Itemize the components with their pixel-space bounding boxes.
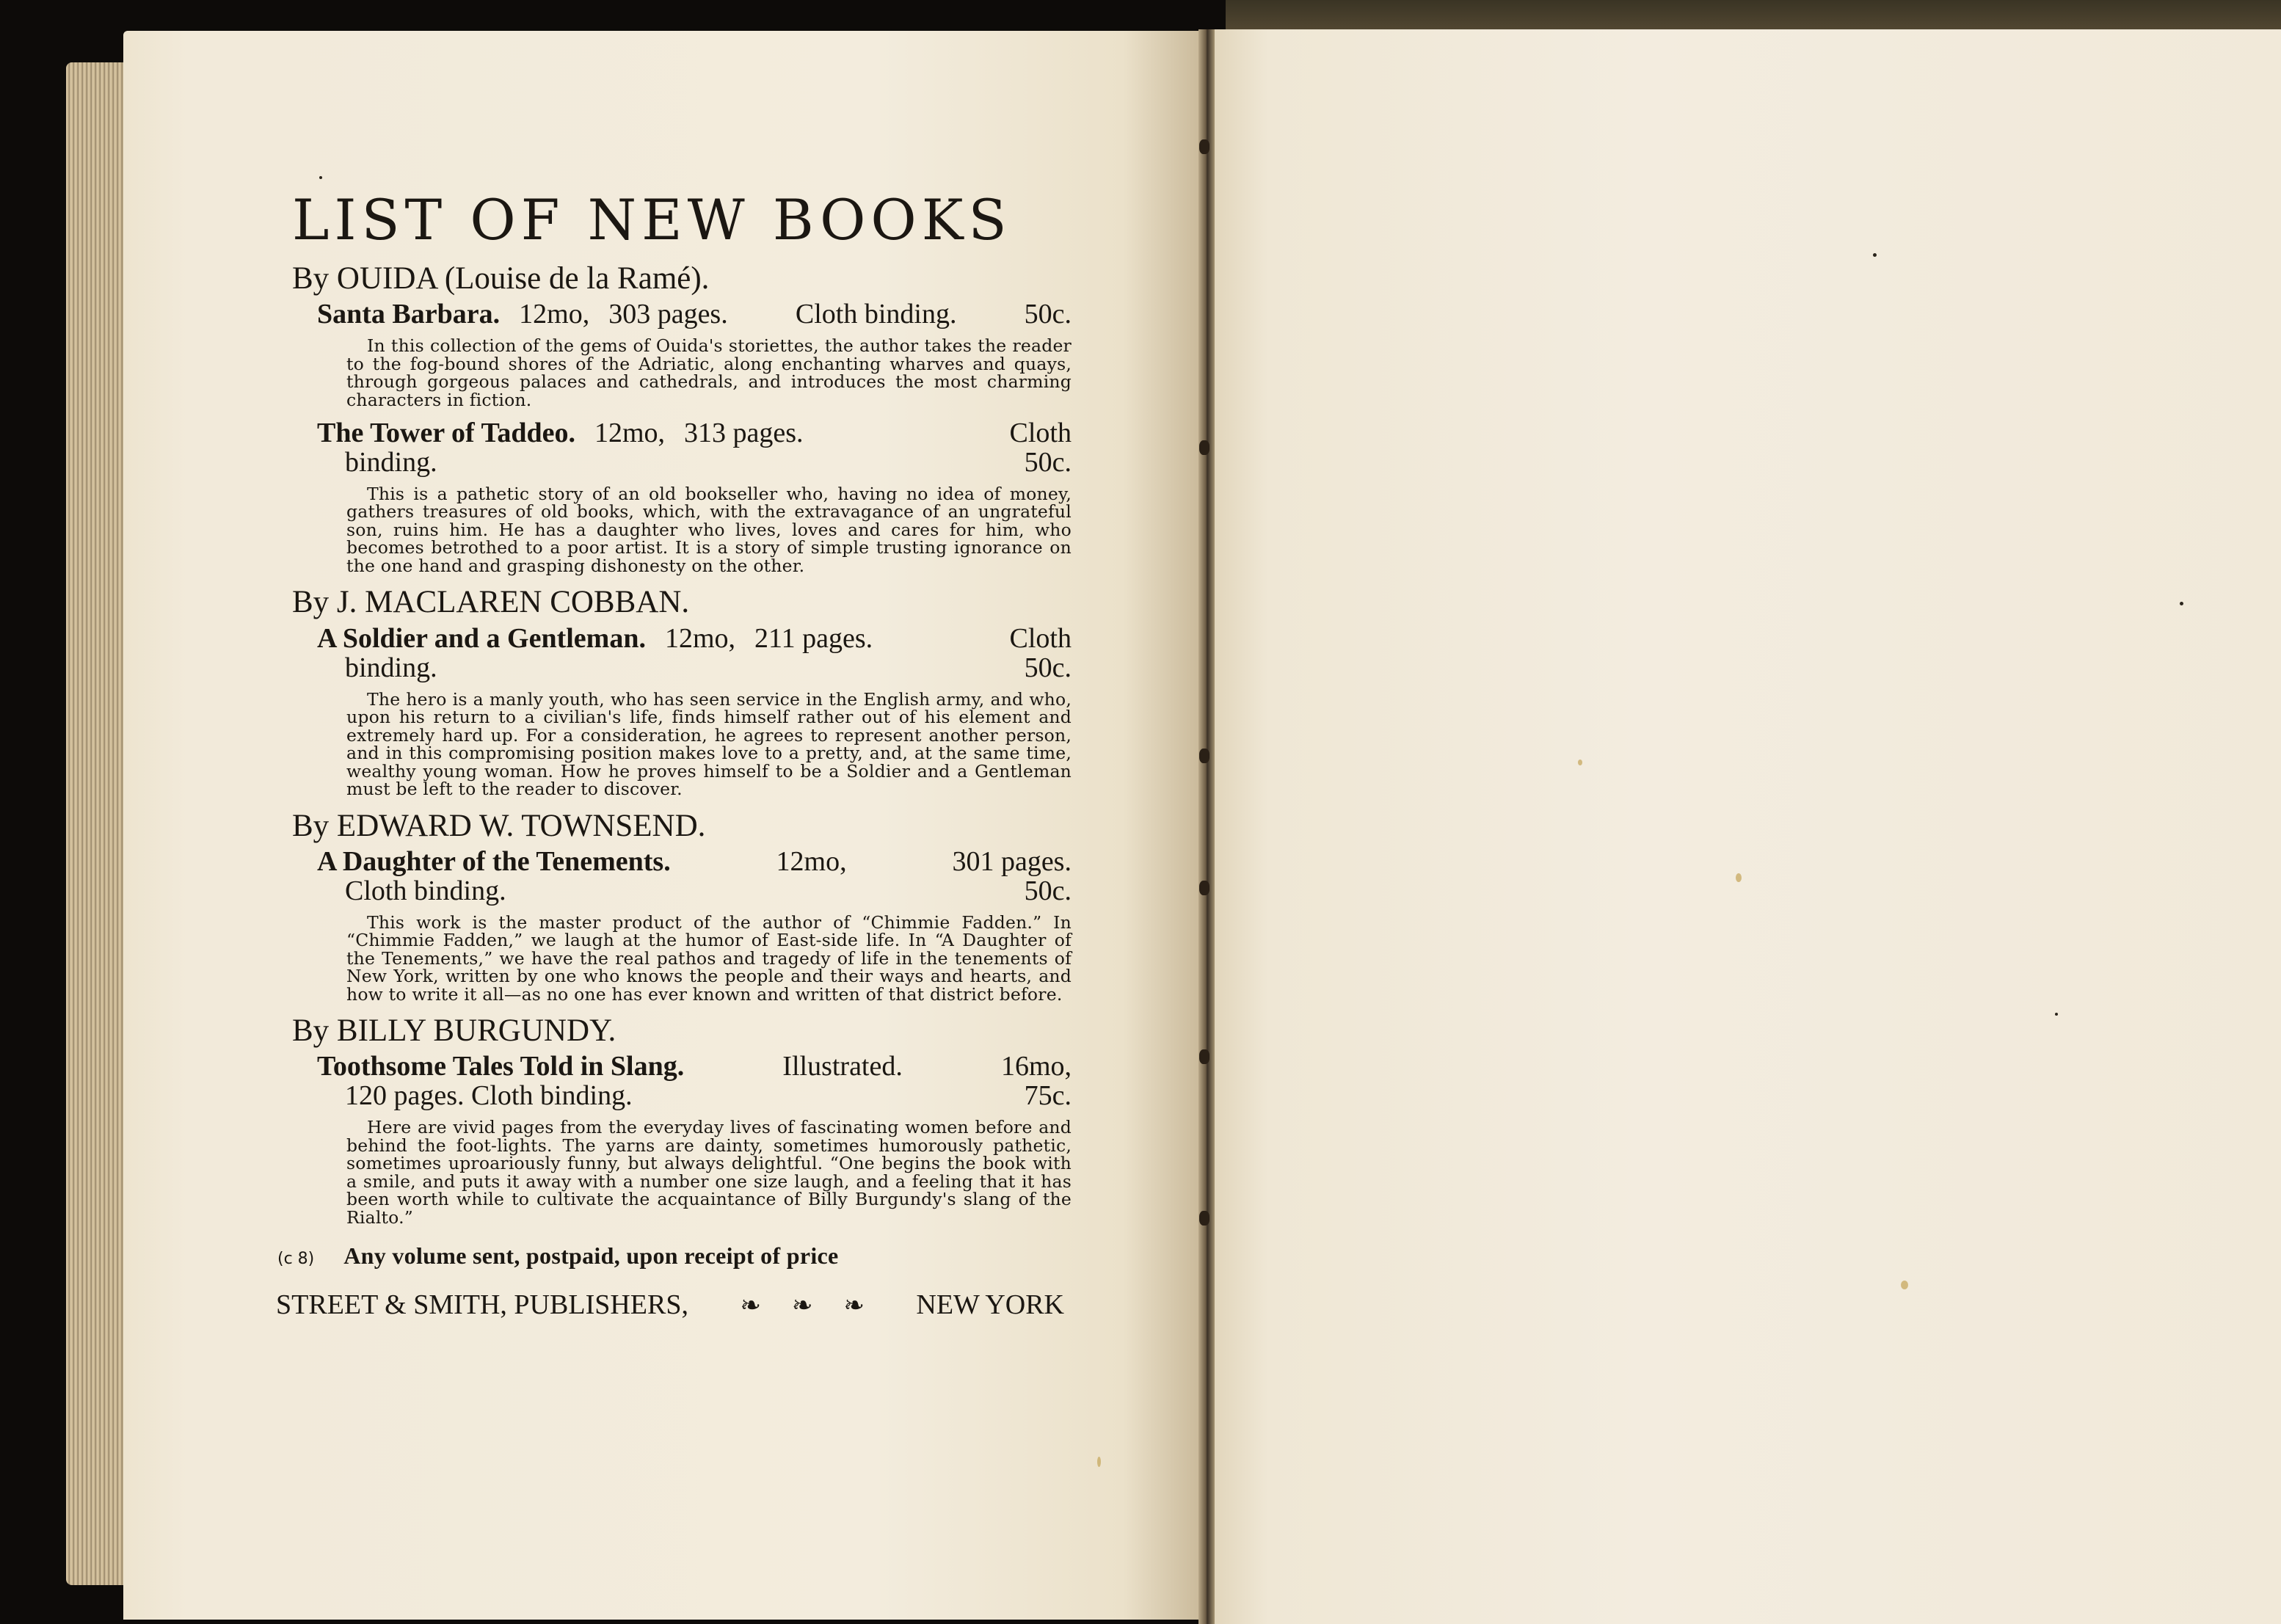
paper-speck xyxy=(1873,253,1877,257)
author-section xyxy=(272,1013,1072,1226)
book-binding: Cloth xyxy=(1009,622,1072,654)
right-page-blank xyxy=(1215,29,2281,1624)
binding-thread-mark xyxy=(1199,1211,1209,1226)
book-list xyxy=(272,187,1072,1321)
paper-stain xyxy=(1736,873,1742,882)
book-entry xyxy=(272,622,1072,800)
book-description: Here are vivid pages from the everyday lives of fascinating women before and behind the foot-lights. The yarns are dainty, sometimes humorously pathetic, sometimes uproariously funny, but always delightful. “One begins the book with a smile, and puts it away with a number one size laugh, and a feeling that it has been worth while to cultivate the acquaintance of Billy Burgundy's slang of the Rialto.” xyxy=(346,1117,1072,1228)
author-heading: By EDWARD W. TOWNSEND. xyxy=(292,808,706,843)
fleuron-icon: ❧ xyxy=(843,1292,865,1320)
book-title: A Daughter of the Tenements. xyxy=(317,845,671,877)
book-details-continued xyxy=(345,1082,1072,1111)
book-description: This is a pathetic story of an old bookseller who, having no idea of money, gathers treasures of old books, which, with the extravagance of an ungrateful son, ruins him. He has a daughter who lives, loves and cares for him, who becomes betrothed to a poor artist. It is a story of simple trusting ignorance on the one hand and grasping dishonesty on the other. xyxy=(346,483,1072,576)
book-details xyxy=(317,1052,1072,1082)
paper-stain xyxy=(1901,1281,1908,1289)
book-illustrated: Illustrated. xyxy=(782,1051,903,1082)
book-format: 12mo, xyxy=(664,622,736,654)
author-heading: By BILLY BURGUNDY. xyxy=(292,1013,616,1049)
book-details-continued xyxy=(345,654,1072,683)
book-pages: 301 pages. xyxy=(952,845,1072,877)
fleuron-icon: ❧ xyxy=(791,1292,813,1320)
book-price: 50c. xyxy=(1024,447,1072,478)
book-title: A Soldier and a Gentleman. xyxy=(317,622,646,654)
book-entry xyxy=(272,419,1072,575)
book-title: Santa Barbara. xyxy=(317,299,501,330)
book-format: 12mo, xyxy=(776,845,847,877)
book-pages: 211 pages. xyxy=(754,622,873,654)
book-pages: 303 pages. xyxy=(608,299,728,330)
publisher-imprint xyxy=(276,1289,1064,1321)
paper-speck xyxy=(2180,602,2183,605)
book-details-continued xyxy=(345,877,1072,906)
book-description: The hero is a manly youth, who has seen service in the English army, and who, upon his return to a civilian's life, finds himself rather out of his element and extremely hard up. For a consideration, he agrees to represent another person, and in this compromising position makes love to a pretty, and, at the same time, wealthy young woman. How he proves himself to be a Soldier and a Gentleman must be left to the reader to discover. xyxy=(346,688,1072,800)
book-price: 50c. xyxy=(1024,875,1072,906)
fleuron-icon: ❧ xyxy=(740,1292,761,1320)
author-section xyxy=(272,261,1072,575)
author-section xyxy=(272,585,1072,798)
cover-edge xyxy=(1226,0,2281,29)
book-pages: 313 pages. xyxy=(684,418,804,449)
book-binding: Cloth binding. xyxy=(345,875,506,906)
publisher-city: NEW YORK xyxy=(916,1289,1064,1321)
book-details xyxy=(317,845,1072,877)
book-title: The Tower of Taddeo. xyxy=(317,418,575,449)
book-details xyxy=(317,419,1072,448)
book-price: 50c. xyxy=(1024,299,1072,330)
book-price: 50c. xyxy=(1024,652,1072,683)
paper-speck xyxy=(2055,1013,2058,1016)
binding-thread-mark xyxy=(1199,440,1209,455)
book-title: Toothsome Tales Told in Slang. xyxy=(317,1051,685,1082)
author-section xyxy=(272,809,1072,1004)
author-heading: By J. MACLAREN COBBAN. xyxy=(292,585,690,620)
book-description: This work is the master product of the author of “Chimmie Fadden.” In “Chimmie Fadden,” we laugh at the humor of East-side life. In “A Daughter of the Tenements,” we have the real pathos and tragedy of life in the tenements of New York, written by one who knows the people and their ways and hearts, and how to write it all—as no one has ever known and written of that district before. xyxy=(346,911,1072,1005)
page-title: LIST OF NEW BOOKS xyxy=(292,187,1012,252)
binding-thread-mark xyxy=(1199,1049,1209,1064)
binding-thread-mark xyxy=(1199,881,1209,895)
book-binding-continued: binding. xyxy=(345,652,437,683)
paper-speck xyxy=(319,176,322,179)
postpaid-note: Any volume sent, postpaid, upon receipt of price xyxy=(343,1242,839,1270)
book-entry xyxy=(272,300,1072,409)
binding-thread-mark xyxy=(1199,139,1209,154)
paper-stain xyxy=(1578,760,1582,765)
order-note xyxy=(277,1242,1072,1270)
book-binding-continued: binding. xyxy=(345,447,437,478)
ornament-group xyxy=(732,1291,872,1320)
publisher-name: STREET & SMITH, PUBLISHERS, xyxy=(276,1289,688,1321)
paper-stain xyxy=(1097,1457,1101,1467)
book-gutter xyxy=(1198,29,1215,1624)
book-entry xyxy=(272,845,1072,1005)
book-details xyxy=(317,622,1072,654)
book-description: In this collection of the gems of Ouida's storiettes, the author takes the reader to the fog-bound shores of the Adriatic, along enchanting wharves and quays, through gorgeous palaces and cathedrals, and introduces the most charming characters in fiction. xyxy=(346,335,1072,410)
book-price: 75c. xyxy=(1024,1080,1072,1112)
book-format: 12mo, xyxy=(519,299,590,330)
page-edges xyxy=(66,62,125,1585)
book-details xyxy=(317,300,1072,329)
book-binding: Cloth binding. xyxy=(471,1080,633,1112)
book-binding: Cloth binding. xyxy=(795,299,957,330)
book-details-continued xyxy=(345,448,1072,478)
binding-thread-mark xyxy=(1199,749,1209,763)
book-format: 16mo, xyxy=(1000,1051,1072,1082)
book-entry xyxy=(272,1052,1072,1226)
author-heading: By OUIDA (Louise de la Ramé). xyxy=(292,261,710,296)
book-format: 12mo, xyxy=(594,418,666,449)
book-pages: 120 pages. xyxy=(345,1080,465,1112)
catalog-code: (c 8) xyxy=(277,1250,315,1269)
book-binding: Cloth xyxy=(1009,418,1072,449)
